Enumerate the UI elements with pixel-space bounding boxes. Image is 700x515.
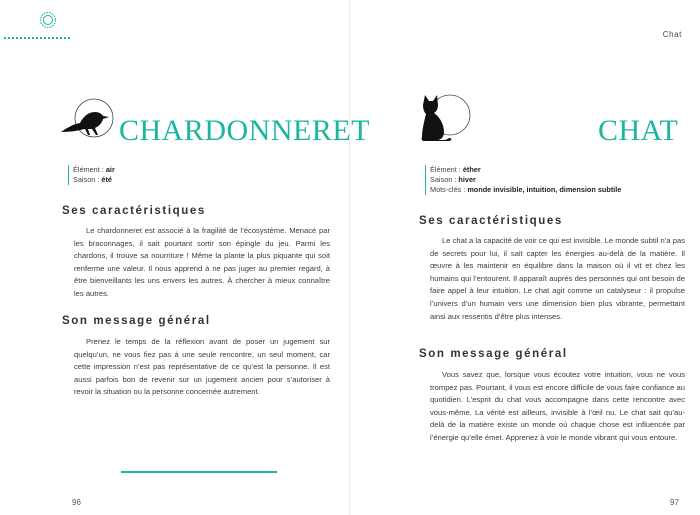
season-row [73, 175, 323, 185]
section-title-characteristics: Ses caractéristiques [62, 205, 206, 217]
characteristics-paragraph: Le chardonneret est associé à la fragilité de l’écosystème. Menacé par les braconnages, il sait pourtant sortir son épingle du jeu. Parmi les chardons, il trouve sa nourriture ! Même la plante la plus piquante qui soit renferme une valeur. Il nous apprend à ne pas juger au premier regard, à être bienveillants les uns envers les autres. À chercher à mieux connaître les autres. [74, 226, 330, 298]
circle-ornament-icon [34, 12, 74, 40]
season-value: été [101, 175, 112, 184]
section-title-message: Son message général [62, 315, 211, 327]
message-paragraph: Vous savez que, lorsque vous écoutez votre intuition, vous ne vous trompez pas. Pourtant, il vous est encore difficile de vous faire confiance au quotidien. L’esprit du chat vous accompagne dans cette rencontre avec vous-même. La vérité est ailleurs, invisible à l’œil nu. Le chat sait qu’au-delà de la matière existe un monde où chaque chose est influencée par l’énergie qu’elle émet. Apprenez à voir le monde vibrant qui vous entoure. [430, 370, 685, 442]
element-label: Élément : [73, 165, 106, 174]
characteristics-paragraph: Le chat a la capacité de voir ce qui est invisible. Le monde subtil n’a pas de secrets pour lui, il sait capter les énergies au-delà de la matière. Il œuvre à les maintenir en équilibre dans la maison où il vit et chez les humains qui l’entourent. Il apparaît auprès des personnes qui ont besoin de faire appel à leur intuition. Le chat agit comme un catalyseur : il propulse l’univers d’un humain vers une dimension bien plus vibrante, permettant ainsi aux ressentis d’être plus intenses. [430, 236, 685, 321]
season-label: Saison : [430, 175, 459, 184]
running-head: Chat [662, 30, 682, 39]
element-value: éther [462, 165, 481, 174]
page-number: 96 [72, 498, 81, 507]
right-page [350, 0, 700, 515]
page-title: CHARDONNERET [119, 114, 370, 147]
teal-rule [121, 471, 277, 473]
message-paragraph: Prenez le temps de la réflexion avant de poser un jugement sur quelqu’un, ne vous fiez pas à une seule rencontre, un seul moment, car cette impression n’est pas représentative de ce qu’est la personne. Il est aussi parfois bon de revenir sur un jugement ancien pour s’autoriser à revoir la situation ou la personne concernée autrement. [74, 337, 330, 397]
section-title-characteristics: Ses caractéristiques [419, 215, 563, 227]
keywords-row [430, 185, 690, 195]
element-row [430, 165, 690, 175]
page-number: 97 [670, 498, 679, 507]
section-title-message: Son message général [419, 348, 568, 360]
element-label: Élément : [430, 165, 463, 174]
attributes-block [68, 165, 323, 185]
dotted-rule [4, 37, 70, 39]
attributes-block [425, 165, 690, 195]
cat-silhouette-icon [414, 90, 474, 144]
element-value: air [105, 165, 115, 174]
season-value: hiver [458, 175, 476, 184]
season-row [430, 175, 690, 185]
element-row [73, 165, 323, 175]
page-title: CHAT [598, 114, 679, 147]
bird-silhouette-icon [58, 97, 116, 143]
keywords-value: monde invisible, intuition, dimension subtile [467, 185, 622, 194]
keywords-label: Mots-clés : [430, 185, 468, 194]
season-label: Saison : [73, 175, 102, 184]
